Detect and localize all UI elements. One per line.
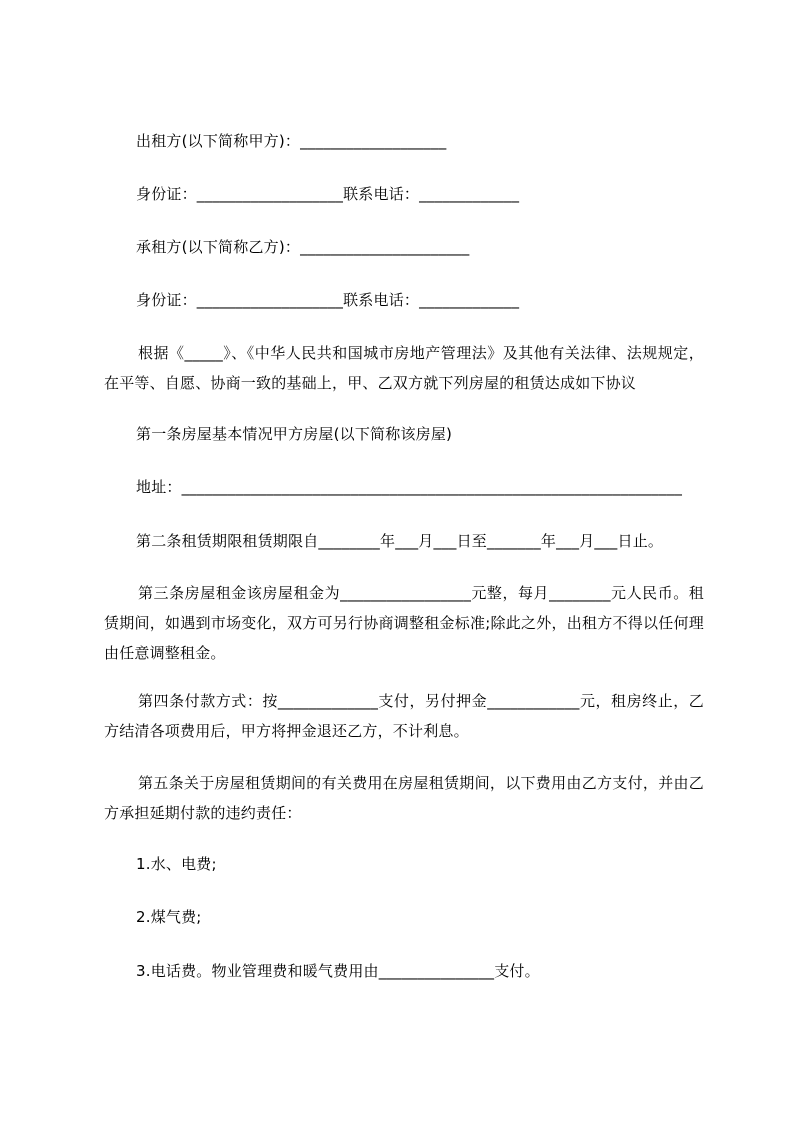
article3-paragraph: 第三条房屋租金该房屋租金为_________________元整，每月________元人民币。租赁期间，如遇到市场变化，双方可另行协商调整租金标准;除此之外，出租方不得以任何理由任意调整租金。 bbox=[104, 584, 704, 662]
list-item-1: 1.水、电费; bbox=[136, 855, 217, 873]
lessor-line: 出租方(以下简称甲方)：___________________ bbox=[136, 132, 447, 150]
preamble-paragraph: 根据《_____》、《中华人民共和国城市房地产管理法》及其他有关法律、法规规定，在平等、自愿、协商一致的基础上，甲、乙双方就下列房屋的租赁达成如下协议 bbox=[104, 344, 704, 392]
article1-title: 第一条房屋基本情况甲方房屋(以下简称该房屋) bbox=[136, 425, 453, 443]
article4-paragraph: 第四条付款方式：按_____________支付，另付押金____________元，租房终止，乙方结清各项费用后，甲方将押金退还乙方，不计利息。 bbox=[104, 692, 704, 740]
list-item-2: 2.煤气费; bbox=[136, 908, 202, 926]
list-item-3: 3.电话费。物业管理费和暖气费用由_______________支付。 bbox=[136, 962, 540, 980]
article5-paragraph: 第五条关于房屋租赁期间的有关费用在房屋租赁期间，以下费用由乙方支付，并由乙方承担延期付款的违约责任： bbox=[104, 774, 704, 822]
article2-paragraph: 第二条租赁期限租赁期限自________年___月___日至_______年___月___日止。 bbox=[136, 532, 664, 550]
lessee-line: 承租方(以下简称乙方)：______________________ bbox=[136, 238, 470, 256]
lessor-id-line: 身份证：___________________联系电话：_____________ bbox=[136, 185, 520, 203]
lessee-id-line: 身份证：___________________联系电话：_____________ bbox=[136, 291, 520, 309]
address-line: 地址：_________________________________________________________________ bbox=[136, 478, 683, 496]
